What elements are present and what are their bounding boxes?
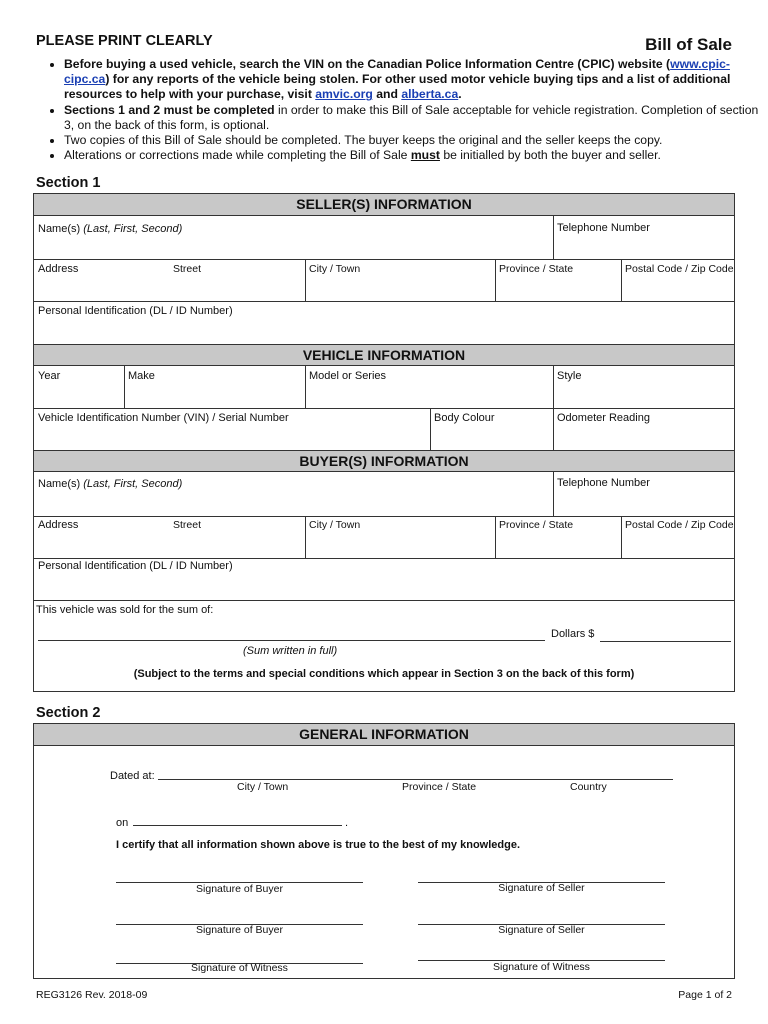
alberta-link[interactable]: alberta.ca bbox=[401, 87, 459, 102]
vehicle-odometer-field[interactable]: Odometer Reading bbox=[557, 412, 650, 424]
section1-box bbox=[33, 193, 735, 692]
seller-signature-label-1: Signature of Seller bbox=[498, 882, 585, 894]
buyer-id-field[interactable]: Personal Identification (DL / ID Number) bbox=[38, 560, 233, 572]
seller-street-field[interactable]: Street bbox=[173, 263, 202, 275]
sum-written-line[interactable] bbox=[38, 640, 545, 641]
instruction-item: • Two copies of this Bill of Sale should be completed. The buyer keeps the original and the seller keeps the copy. bbox=[64, 133, 764, 148]
vehicle-make-field[interactable]: Make bbox=[128, 370, 155, 382]
section1-label: Section 1 bbox=[36, 175, 101, 191]
dated-country-label: Country bbox=[570, 781, 607, 793]
dated-city-label: City / Town bbox=[237, 781, 289, 793]
sum-hint: (Sum written in full) bbox=[243, 645, 338, 657]
instructions-list bbox=[36, 57, 764, 163]
vehicle-style-field[interactable]: Style bbox=[557, 370, 582, 382]
seller-telephone-field[interactable]: Telephone Number bbox=[557, 222, 650, 234]
buyer-signature-label-2: Signature of Buyer bbox=[196, 924, 283, 936]
general-info-header: GENERAL INFORMATION bbox=[34, 724, 734, 746]
dollars-amount-line[interactable] bbox=[600, 641, 731, 642]
cpic-link[interactable]: www.cpic-cipc.ca bbox=[64, 57, 730, 87]
print-clearly-heading: PLEASE PRINT CLEARLY bbox=[36, 33, 213, 49]
vehicle-vin-field[interactable]: Vehicle Identification Number (VIN) / Serial Number bbox=[38, 412, 289, 424]
instruction-item: • Sections 1 and 2 must be completed in order to make this Bill of Sale acceptable for vehicle registration. Completion of section 3, on the back of this form, is optional. bbox=[64, 103, 764, 133]
dated-province-label: Province / State bbox=[402, 781, 477, 793]
on-label: on bbox=[116, 817, 129, 829]
date-period: . bbox=[345, 817, 349, 829]
dollars-label: Dollars $ bbox=[551, 628, 595, 640]
seller-province-field[interactable]: Province / State bbox=[499, 263, 574, 275]
witness-signature-label-2: Signature of Witness bbox=[493, 961, 590, 973]
buyer-province-field[interactable]: Province / State bbox=[499, 519, 574, 531]
vehicle-year-field[interactable]: Year bbox=[38, 370, 61, 382]
section2-box bbox=[33, 723, 735, 979]
seller-city-field[interactable]: City / Town bbox=[309, 263, 361, 275]
date-line[interactable] bbox=[133, 825, 342, 826]
sold-for-label: This vehicle was sold for the sum of: bbox=[36, 604, 214, 616]
terms-note: (Subject to the terms and special conditions which appear in Section 3 on the back of this form) bbox=[133, 668, 635, 680]
vehicle-body-colour-field[interactable]: Body Colour bbox=[434, 412, 495, 424]
section2-label: Section 2 bbox=[36, 705, 101, 721]
seller-postal-field[interactable]: Postal Code / Zip Code bbox=[625, 263, 734, 275]
seller-name-field[interactable]: Name(s) (Last, First, Second) bbox=[38, 223, 183, 235]
buyer-city-field[interactable]: City / Town bbox=[309, 519, 361, 531]
seller-signature-label-2: Signature of Seller bbox=[498, 924, 585, 936]
witness-signature-label-1: Signature of Witness bbox=[191, 962, 288, 974]
buyer-name-field[interactable]: Name(s) (Last, First, Second) bbox=[38, 478, 183, 490]
buyer-street-field[interactable]: Street bbox=[173, 519, 202, 531]
buyer-signature-label-1: Signature of Buyer bbox=[196, 883, 283, 895]
buyer-info-header: BUYER(S) INFORMATION bbox=[34, 450, 734, 472]
page-number: Page 1 of 2 bbox=[678, 989, 732, 1001]
form-code: REG3126 Rev. 2018-09 bbox=[36, 989, 148, 1001]
buyer-address-label: Address bbox=[38, 519, 79, 531]
buyer-telephone-field[interactable]: Telephone Number bbox=[557, 477, 650, 489]
dated-at-label: Dated at: bbox=[110, 770, 155, 782]
instruction-item: • Before buying a used vehicle, search the VIN on the Canadian Police Information Centre (CPIC) website (www.cpic-cipc.ca) for any reports of the vehicle being stolen. For other used motor vehicle buying tips and a list of additional resources to help with your purchase, visit amvic.org and alberta.ca. bbox=[64, 57, 764, 103]
vehicle-info-header: VEHICLE INFORMATION bbox=[34, 344, 734, 366]
amvic-link[interactable]: amvic.org bbox=[315, 87, 373, 102]
buyer-postal-field[interactable]: Postal Code / Zip Code bbox=[625, 519, 734, 531]
seller-info-header: SELLER(S) INFORMATION bbox=[34, 194, 734, 216]
seller-address-label: Address bbox=[38, 263, 79, 275]
dated-at-line[interactable] bbox=[158, 779, 673, 780]
vehicle-model-field[interactable]: Model or Series bbox=[309, 370, 387, 382]
certify-statement: I certify that all information shown above is true to the best of my knowledge. bbox=[116, 839, 521, 851]
seller-id-field[interactable]: Personal Identification (DL / ID Number) bbox=[38, 305, 233, 317]
instruction-item: • Alterations or corrections made while completing the Bill of Sale must be initialled by both the buyer and seller. bbox=[64, 148, 764, 163]
form-title: Bill of Sale bbox=[645, 35, 732, 54]
